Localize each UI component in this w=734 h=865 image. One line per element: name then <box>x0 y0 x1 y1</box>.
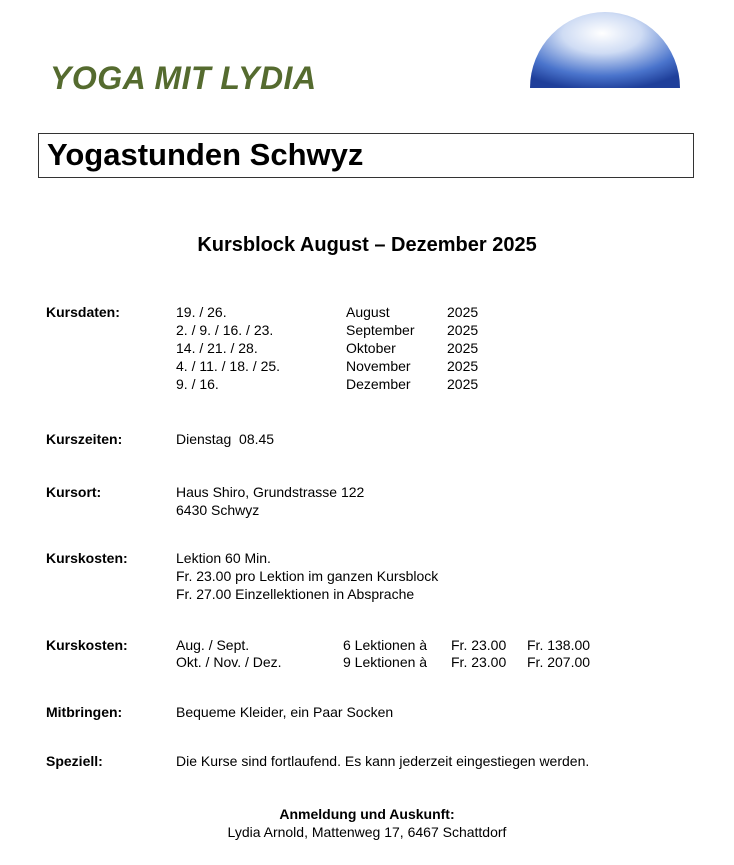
logo-semicircle-icon <box>528 8 682 88</box>
kosten-period: Okt. / Nov. / Dez. <box>176 654 282 670</box>
kursort-line: 6430 Schwyz <box>176 502 260 518</box>
speziell-value: Die Kurse sind fortlaufend. Es kann jederzeit eingestiegen werden. <box>176 753 590 769</box>
kursdaten-month: Oktober <box>346 340 396 356</box>
kursdaten-year: 2025 <box>447 304 479 320</box>
kursdaten-year: 2025 <box>447 358 479 374</box>
kursdaten-month: Dezember <box>346 376 411 392</box>
kursdaten-dates: 4. / 11. / 18. / 25. <box>176 358 281 374</box>
kurskosten-line: Fr. 27.00 Einzellektionen in Absprache <box>176 586 415 602</box>
label-kurszeiten: Kurszeiten: <box>46 431 123 447</box>
kursdaten-dates: 14. / 21. / 28. <box>176 340 258 356</box>
kursort-line: Haus Shiro, Grundstrasse 122 <box>176 484 365 500</box>
label-kurskosten: Kurskosten: <box>46 550 128 566</box>
label-mitbringen: Mitbringen: <box>46 704 123 720</box>
kursdaten-month: September <box>346 322 415 338</box>
kursdaten-year: 2025 <box>447 340 479 356</box>
kurskosten-line: Fr. 23.00 pro Lektion im ganzen Kursblock <box>176 568 439 584</box>
page-title: Yogastunden Schwyz <box>47 137 364 172</box>
kursdaten-year: 2025 <box>447 376 479 392</box>
kosten-period: Aug. / Sept. <box>176 637 250 653</box>
label-kursdaten: Kursdaten: <box>46 304 120 320</box>
kurszeiten-value: Dienstag 08.45 <box>176 431 275 447</box>
kurskosten-line: Lektion 60 Min. <box>176 550 271 566</box>
label-speziell: Speziell: <box>46 753 103 769</box>
title-box <box>38 133 694 178</box>
kosten-price: Fr. 23.00 <box>451 637 507 653</box>
brand-title: YOGA MIT LYDIA <box>50 60 317 96</box>
kosten-price: Fr. 23.00 <box>451 654 507 670</box>
kursdaten-dates: 2. / 9. / 16. / 23. <box>176 322 274 338</box>
kursdaten-month: November <box>346 358 411 374</box>
kursdaten-dates: 9. / 16. <box>176 376 219 392</box>
kosten-total: Fr. 138.00 <box>527 637 591 653</box>
kursdaten-month: August <box>346 304 390 320</box>
footer-contact: Lydia Arnold, Mattenweg 17, 6467 Schattdorf <box>227 824 507 840</box>
kursdaten-dates: 19. / 26. <box>176 304 227 320</box>
kosten-count: 6 Lektionen à <box>343 637 428 653</box>
mitbringen-value: Bequeme Kleider, ein Paar Socken <box>176 704 394 720</box>
subtitle: Kursblock August – Dezember 2025 <box>197 234 537 256</box>
kosten-count: 9 Lektionen à <box>343 654 428 670</box>
footer-heading: Anmeldung und Auskunft: <box>279 806 455 822</box>
kursdaten-year: 2025 <box>447 322 479 338</box>
label-kurskosten-table: Kurskosten: <box>46 637 128 653</box>
label-kursort: Kursort: <box>46 484 102 500</box>
kosten-total: Fr. 207.00 <box>527 654 591 670</box>
